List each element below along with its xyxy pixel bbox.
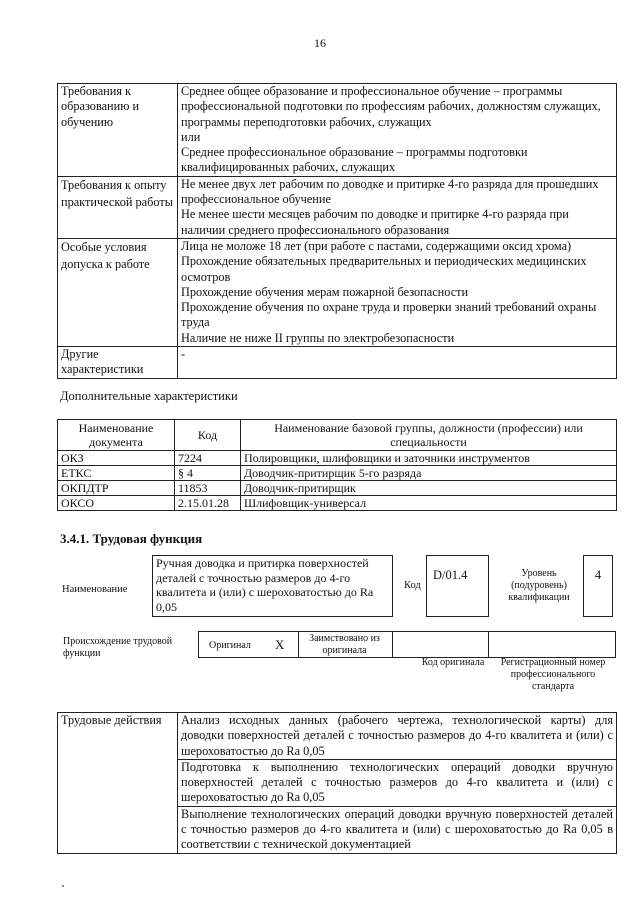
reg-number-label: Регистрационный номер профессионального стандарта [500, 657, 606, 692]
cell: Шлифовщик-универсал [241, 496, 617, 511]
cell: 7224 [175, 451, 241, 466]
table-row [58, 451, 617, 466]
line: Прохождение обучения мерам пожарной безопасности [181, 284, 469, 299]
row-content [178, 84, 617, 177]
row-content [178, 238, 617, 346]
header-doc: Наименование документа [58, 420, 175, 451]
cell: 2.15.01.28 [175, 496, 241, 511]
table-header [58, 420, 617, 451]
page-number: 16 [314, 36, 326, 50]
function-name: Ручная доводка и притирка поверхностей деталей с точностью размеров до 4-го квалитета и (или) с шероховатостью до Ra 0,05 [152, 555, 393, 617]
line: Прохождение обязательных предварительных и периодических медицинских осмотров [181, 254, 587, 284]
level-value: 4 [583, 555, 613, 617]
divider [298, 631, 299, 658]
cell: ОКЗ [58, 451, 175, 466]
divider [392, 631, 393, 658]
row-label: Требования к образованию и обучению [58, 84, 178, 177]
row-label: Особые условия допуска к работе [58, 238, 178, 346]
additional-title: Дополнительные характеристики [60, 389, 238, 403]
line: Не менее шести месяцев рабочим по доводке и притирке 4-го разряда при наличии среднего профессионального образования [181, 207, 569, 237]
line: Лица не моложе 18 лет (при работе с пастами, содержащими оксид хрома) [181, 238, 572, 253]
additional-table [57, 419, 617, 511]
requirements-table [57, 83, 617, 379]
origin-label: Происхождение трудовой функции [63, 636, 173, 659]
table-row [58, 84, 617, 177]
cell: § 4 [175, 466, 241, 481]
scan-dot [62, 885, 64, 887]
table-row [58, 713, 617, 760]
function-code: D/01.4 [426, 555, 489, 617]
original-label: Оригинал [209, 640, 251, 651]
row-label: Требования к опыту практической работы [58, 176, 178, 238]
line: Прохождение обучения по охране труда и проверки знаний требований охраны труда [181, 300, 597, 330]
name-label: Наименование [62, 584, 128, 595]
code-original-label: Код оригинала [421, 657, 485, 668]
origin-row [198, 631, 616, 658]
action-item: Анализ исходных данных (рабочего чертежа, технологической карты) для доводки поверхностей деталей с точностью размеров до 4-го квалитета и (или) с шероховатостью до Ra 0,05 [178, 713, 617, 760]
cell: 11853 [175, 481, 241, 496]
cell: ЕТКС [58, 466, 175, 481]
row-content: - [178, 347, 617, 379]
section-heading: 3.4.1. Трудовая функция [60, 531, 203, 546]
cell: Полировщики, шлифовщики и заточники инструментов [241, 451, 617, 466]
actions-label: Трудовые действия [58, 713, 178, 854]
table-row [58, 176, 617, 238]
cell: ОКПДТР [58, 481, 175, 496]
cell: Доводчик-притирщик 5-го разряда [241, 466, 617, 481]
table-row [58, 481, 617, 496]
action-item: Подготовка к выполнению технологических операций доводки вручную поверхностей деталей с точностью размеров до 4-го квалитета и (или) с шероховатостью до Ra 0,05 [178, 759, 617, 806]
actions-table [57, 712, 617, 854]
line: Среднее общее образование и профессиональное обучение – программы профессиональной подготовки по профессиям рабочих, должностям служащих, программы переподготовки рабочих, служащих [181, 84, 601, 129]
row-label: Другие характеристики [58, 347, 178, 379]
table-row [58, 347, 617, 379]
row-content [178, 176, 617, 238]
table-row [58, 238, 617, 346]
table-row [58, 496, 617, 511]
line: или [181, 129, 201, 144]
level-label: Уровень (подуровень) квалификации [508, 568, 570, 603]
line: Не менее двух лет рабочим по доводке и притирке 4-го разряда для прошедших профессиональное обучение [181, 176, 599, 207]
code-label: Код [404, 580, 421, 591]
line: Наличие не ниже II группы по электробезопасности [181, 330, 455, 345]
table-row [58, 466, 617, 481]
original-mark: X [275, 637, 285, 652]
header-code: Код [175, 420, 241, 451]
action-item: Выполнение технологических операций доводки вручную поверхностей деталей с точностью размеров до 4-го квалитета и (или) с шероховатостью до Ra 0,05 в соответствии с технической документацией [178, 806, 617, 853]
line: Среднее профессиональное образование – программы подготовки квалифицированных рабочих, служащих [181, 145, 528, 175]
cell: Доводчик-притирщик [241, 481, 617, 496]
header-name: Наименование базовой группы, должности (профессии) или специальности [241, 420, 617, 451]
cell: ОКСО [58, 496, 175, 511]
borrowed-label: Заимствовано из оригинала [309, 633, 380, 656]
divider [488, 631, 489, 658]
